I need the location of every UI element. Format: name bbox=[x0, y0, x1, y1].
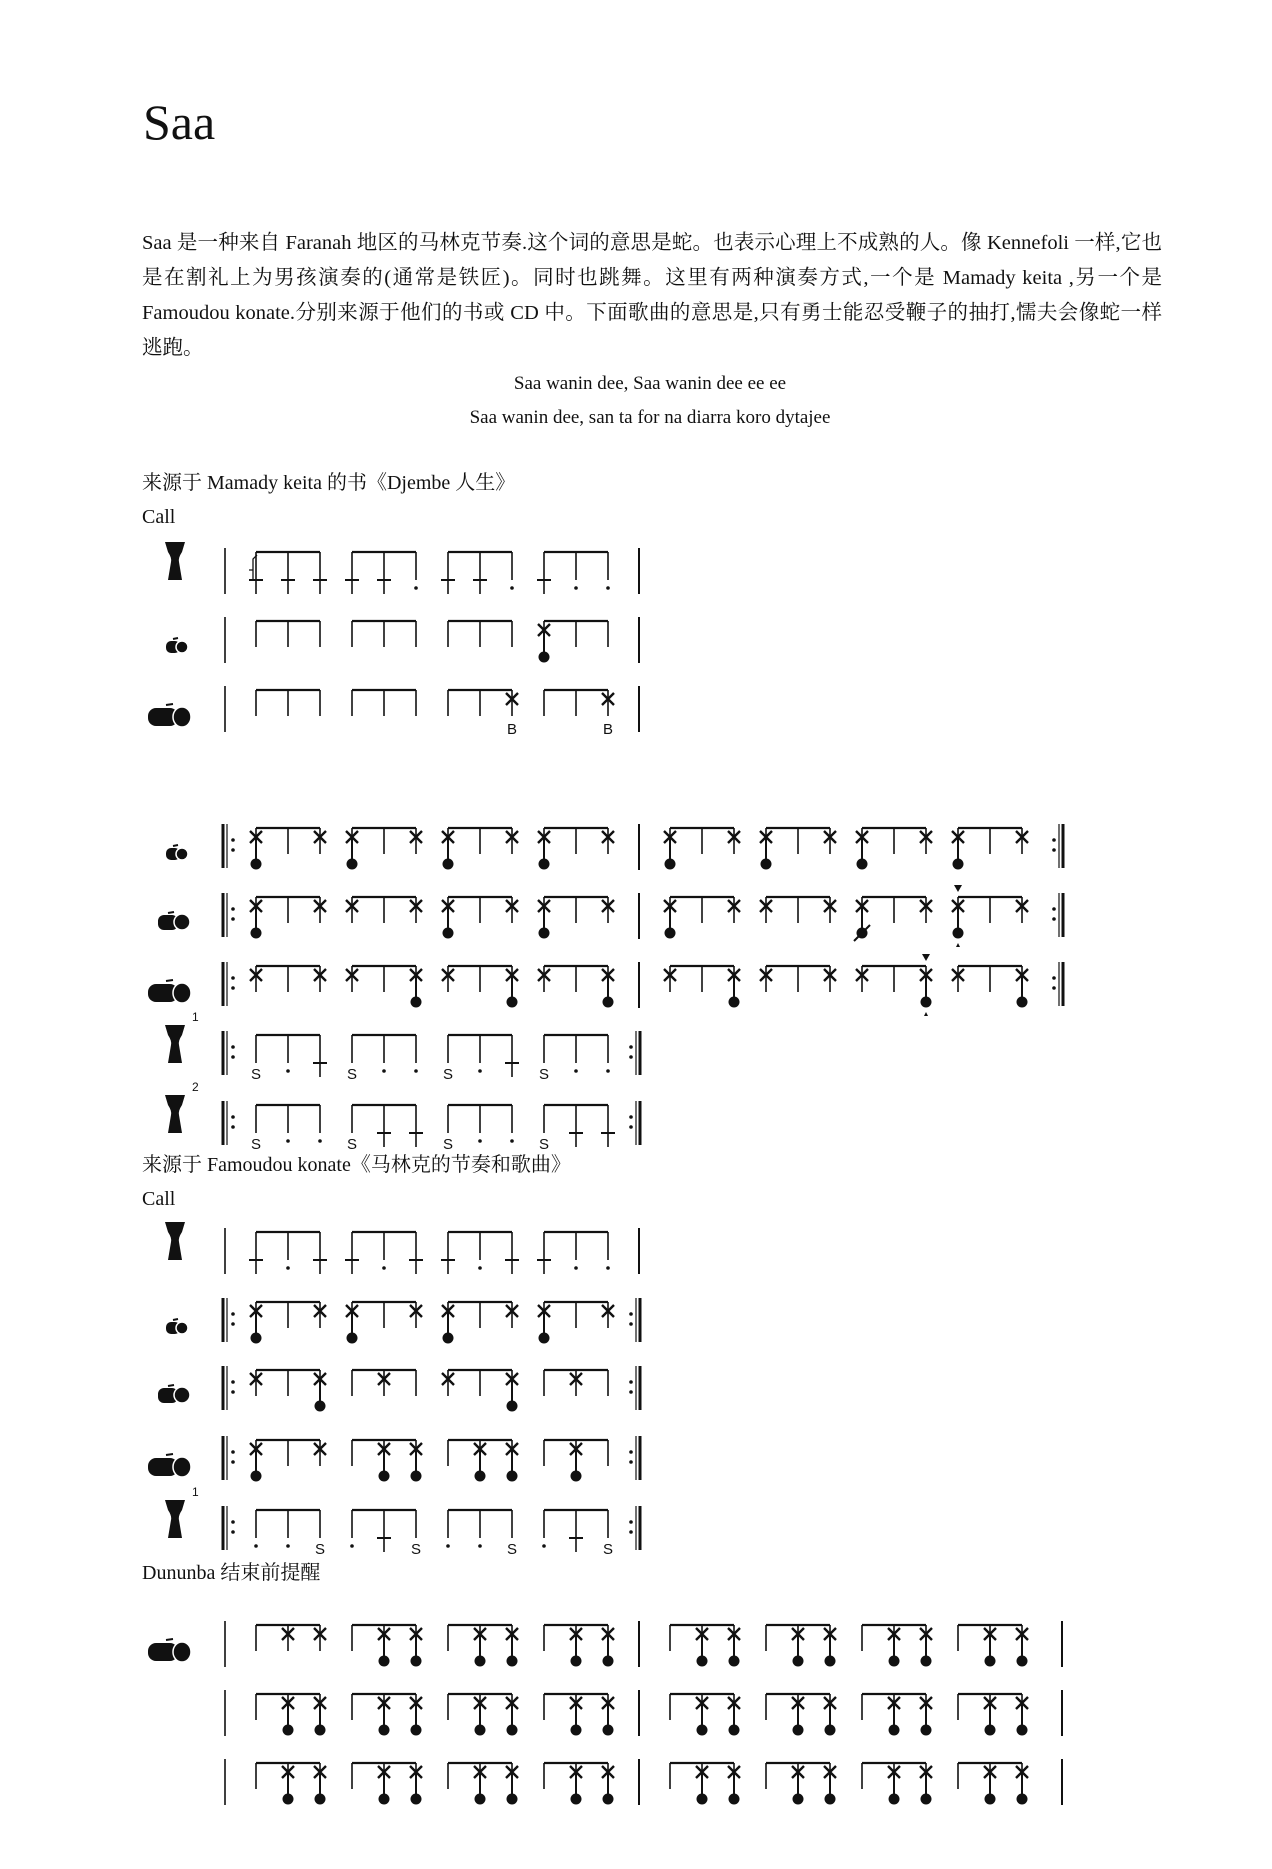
svg-text:S: S bbox=[250, 1136, 262, 1153]
djembe-icon bbox=[165, 1485, 199, 1538]
svg-text:S: S bbox=[602, 1541, 614, 1558]
dununba-icon bbox=[148, 1639, 191, 1662]
svg-text:1: 1 bbox=[192, 1010, 199, 1024]
call-label-mamady: Call bbox=[142, 506, 176, 528]
dununba-icon bbox=[148, 980, 191, 1003]
section-heading-mamady: 来源于 Mamady keita 的书《Djembe 人生》 bbox=[142, 472, 516, 494]
page-title: Saa bbox=[143, 94, 216, 150]
call-label-famoudou: Call bbox=[142, 1188, 176, 1210]
svg-text:S: S bbox=[346, 1136, 358, 1153]
svg-text:S: S bbox=[506, 1541, 518, 1558]
svg-text:2: 2 bbox=[192, 1080, 199, 1094]
section-heading-dununba-ending: Dununba 结束前提醒 bbox=[142, 1562, 321, 1584]
svg-text:S: S bbox=[538, 1136, 550, 1153]
kenkeni-icon bbox=[166, 845, 188, 860]
djembe-icon bbox=[165, 1010, 199, 1063]
svg-text:S: S bbox=[346, 1066, 358, 1083]
sangban-icon bbox=[158, 912, 190, 930]
svg-text:S: S bbox=[442, 1066, 454, 1083]
svg-text:S: S bbox=[410, 1541, 422, 1558]
djembe-icon bbox=[165, 1080, 199, 1133]
svg-text:S: S bbox=[442, 1136, 454, 1153]
section-heading-famoudou: 来源于 Famoudou konate《马林克的节奏和歌曲》 bbox=[142, 1154, 571, 1176]
dununba-icon bbox=[148, 704, 191, 727]
kenkeni-icon bbox=[166, 1319, 188, 1334]
djembe-icon bbox=[165, 542, 185, 580]
djembe-icon bbox=[165, 1222, 185, 1260]
kenkeni-icon bbox=[166, 638, 188, 653]
svg-text:B: B bbox=[602, 721, 614, 738]
lyrics-line-1: Saa wanin dee, Saa wanin dee ee ee bbox=[513, 373, 787, 394]
intro-paragraph: Saa 是一种来自 Faranah 地区的马林克节奏.这个词的意思是蛇。也表示心理上不成熟的人。像 Kennefoli 一样,它也是在割礼上为男孩演奏的(通常是铁匠)。同时也跳舞。这里有两种演奏方式,一个是 Mamady keita ,另一个是 Famoudou konate.分别来源于他们的书或 CD 中。下面歌曲的意思是,只有勇士能忍受鞭子的抽打,懦夫会像蛇一样逃跑。 bbox=[142, 232, 1162, 359]
lyrics-line-2: Saa wanin dee, san ta for na diarra koro dytajee bbox=[469, 407, 831, 428]
dununba-icon bbox=[148, 1454, 191, 1477]
svg-text:S: S bbox=[250, 1066, 262, 1083]
sangban-icon bbox=[158, 1385, 190, 1403]
svg-text:B: B bbox=[506, 721, 518, 738]
svg-text:S: S bbox=[314, 1541, 326, 1558]
svg-text:S: S bbox=[538, 1066, 550, 1083]
svg-text:1: 1 bbox=[192, 1485, 199, 1499]
